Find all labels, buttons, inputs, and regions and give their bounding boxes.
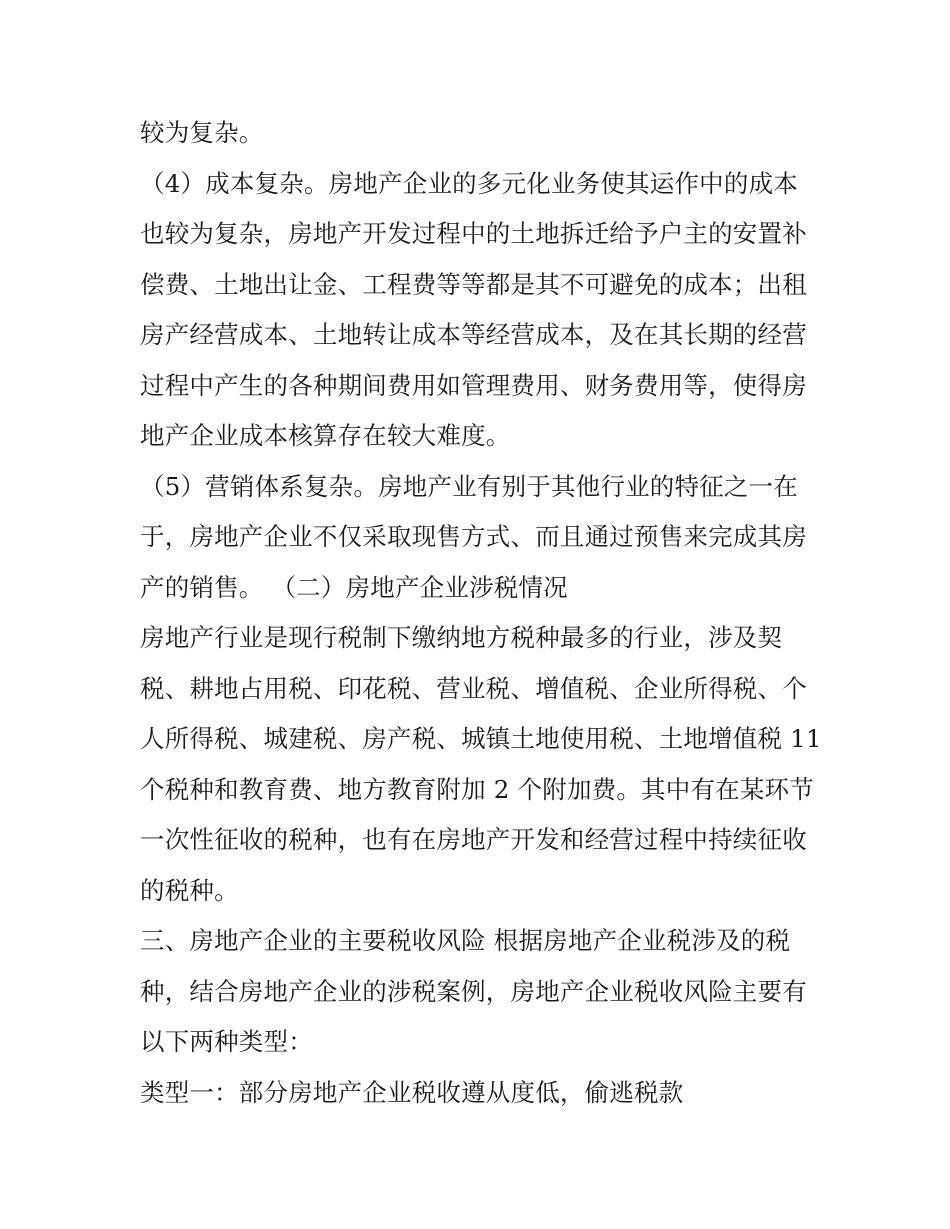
text-line: 三、房地产企业的主要税收风险 根据房地产企业税涉及的税 xyxy=(140,926,791,955)
text-line: 税、耕地占用税、印花税、营业税、增值税、企业所得税、个 xyxy=(140,673,807,703)
text-line: 也较为复杂，房地产开发过程中的土地拆迁给予户主的安置补 xyxy=(140,219,807,248)
text-line: 于，房地产企业不仅采取现售方式、而且通过预售来完成其房 xyxy=(140,522,807,551)
text-line: 地产企业成本核算存在较大难度。 xyxy=(140,421,511,450)
text-line: 人所得税、城建税、房产税、城镇土地使用税、土地增值税 11 xyxy=(140,724,822,753)
text-line: 一次性征收的税种，也有在房地产开发和经营过程中持续征收 xyxy=(140,825,807,854)
text-line: （5）营销体系复杂。房地产业有别于其他行业的特征之一在 xyxy=(140,471,798,501)
text-line: 房地产行业是现行税制下缴纳地方税种最多的行业，涉及契 xyxy=(140,623,783,652)
text-line: 类型一：部分房地产企业税收遵从度低，偷逃税款 xyxy=(140,1077,684,1107)
text-line: 偿费、土地出让金、工程费等等都是其不可避免的成本；出租 xyxy=(140,269,807,299)
text-line: 较为复杂。 xyxy=(140,118,264,147)
body-text xyxy=(140,108,820,1118)
text-line: 种，结合房地产企业的涉税案例，房地产企业税收风险主要有 xyxy=(140,976,807,1006)
text-line: （4）成本复杂。房地产企业的多元化业务使其运作中的成本 xyxy=(140,168,798,198)
text-line: 产的销售。 （二）房地产企业涉税情况 xyxy=(140,572,568,602)
text-line: 个税种和教育费、地方教育附加 2 个附加费。其中有在某环节 xyxy=(140,774,814,804)
text-line: 以下两种类型： xyxy=(140,1027,313,1056)
text-line: 的税种。 xyxy=(140,875,239,905)
text-line: 房产经营成本、土地转让成本等经营成本，及在其长期的经营 xyxy=(140,320,807,349)
text-line: 过程中产生的各种期间费用如管理费用、财务费用等，使得房 xyxy=(140,370,807,400)
